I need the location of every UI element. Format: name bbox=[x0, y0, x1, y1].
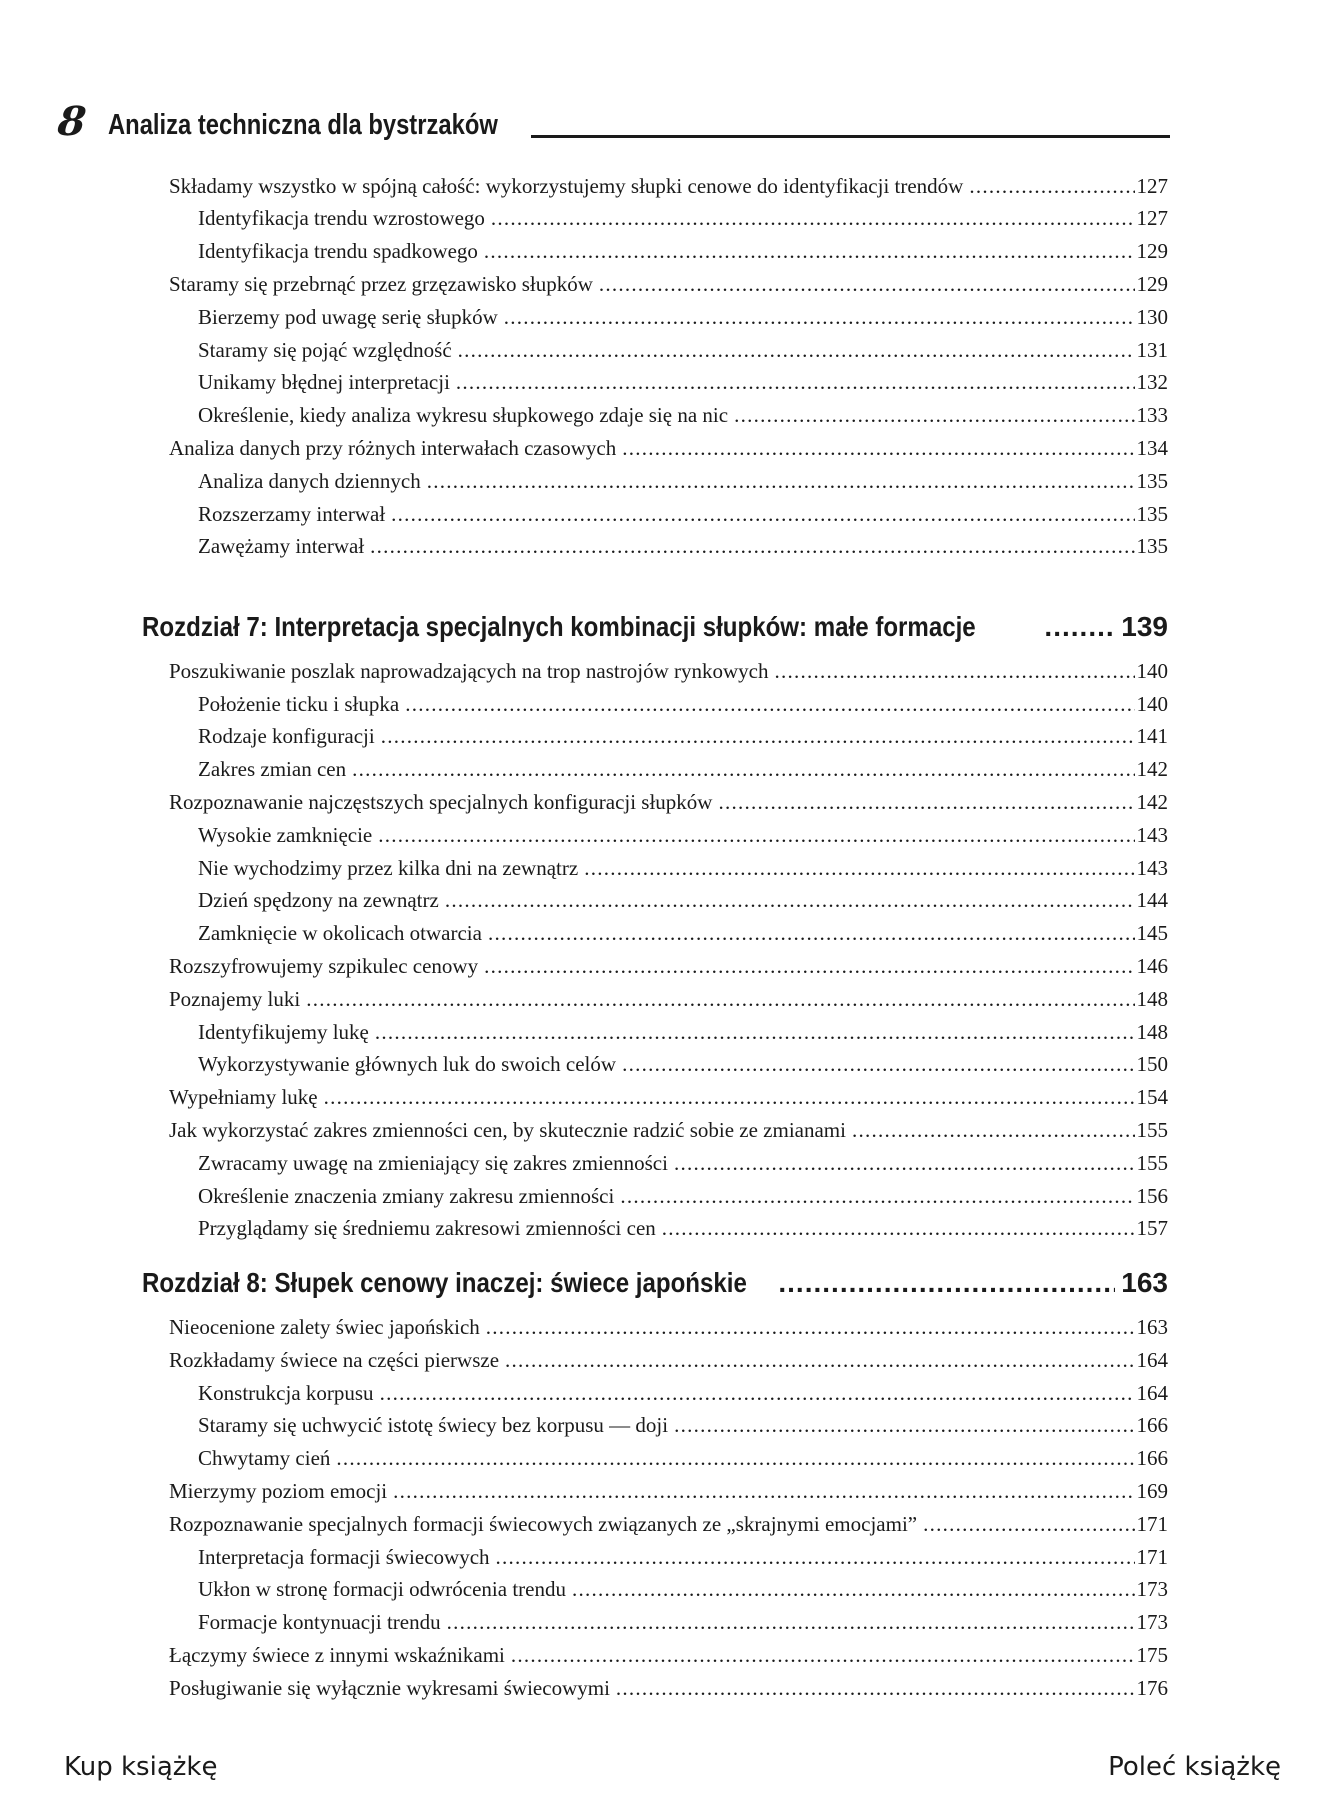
dot-leader bbox=[393, 1477, 1134, 1505]
toc-entry-title: Wysokie zamknięcie bbox=[198, 823, 373, 847]
dot-leader bbox=[584, 854, 1134, 882]
toc-entry-title: Jak wykorzystać zakres zmienności cen, by skutecznie radzić sobie ze zmianami bbox=[169, 1118, 846, 1142]
dot-leader bbox=[511, 1641, 1135, 1669]
toc-entry-page: 142 bbox=[1136, 790, 1168, 814]
toc-entry-page: 140 bbox=[1136, 692, 1168, 716]
dot-leader bbox=[774, 657, 1134, 685]
toc-entry bbox=[169, 788, 1168, 816]
toc-entry-title: Łączymy świece z innymi wskaźnikami bbox=[169, 1643, 505, 1667]
dot-leader bbox=[427, 467, 1135, 495]
toc-entry-page: 163 bbox=[1136, 1315, 1168, 1339]
toc-entry-page: 127 bbox=[1136, 174, 1168, 198]
dot-leader bbox=[381, 722, 1135, 750]
chapter-page: 139 bbox=[1121, 611, 1168, 642]
dot-leader bbox=[458, 336, 1135, 364]
toc-entry-page: 156 bbox=[1136, 1184, 1168, 1208]
dot-leader bbox=[306, 985, 1134, 1013]
toc-entry-title: Rozszyfrowujemy szpikulec cenowy bbox=[169, 954, 479, 978]
toc-entry-title: Identyfikacja trendu wzrostowego bbox=[198, 206, 485, 230]
toc-entry-title: Identyfikacja trendu spadkowego bbox=[198, 239, 478, 263]
toc-entry bbox=[169, 1674, 1168, 1702]
dot-leader bbox=[778, 1266, 1115, 1300]
toc-entry bbox=[198, 336, 1168, 364]
toc-entry-page: 171 bbox=[1136, 1512, 1168, 1536]
toc-entry-page: 166 bbox=[1136, 1446, 1168, 1470]
toc-entry-title: Analiza danych dziennych bbox=[198, 469, 421, 493]
dot-leader bbox=[352, 755, 1134, 783]
toc-entry-page: 143 bbox=[1136, 823, 1168, 847]
toc-entry-page: 135 bbox=[1136, 534, 1168, 558]
toc-entry-title: Określenie, kiedy analiza wykresu słupkowego zdaje się na nic bbox=[198, 403, 729, 427]
toc-entry-title: Mierzymy poziom emocji bbox=[169, 1479, 388, 1503]
dot-leader bbox=[447, 1608, 1135, 1636]
dot-leader bbox=[491, 204, 1135, 232]
toc-entry-title: Rozpoznawanie najczęstszych specjalnych konfiguracji słupków bbox=[169, 790, 713, 814]
dot-leader bbox=[504, 303, 1135, 331]
running-header bbox=[55, 98, 1170, 145]
dot-leader bbox=[380, 1379, 1135, 1407]
toc-entry bbox=[169, 1477, 1168, 1505]
toc-entry bbox=[169, 1346, 1168, 1374]
chapter-title: Rozdział 7: Interpretacja specjalnych kombinacji słupków: małe formacje bbox=[142, 611, 976, 642]
toc-entry-page: 135 bbox=[1136, 502, 1168, 526]
dot-leader bbox=[484, 237, 1135, 265]
toc-chapter-heading bbox=[142, 1266, 1168, 1300]
toc-entry bbox=[198, 401, 1168, 429]
toc-entry-page: 131 bbox=[1136, 338, 1168, 362]
toc-entry-title: Chwytamy cień bbox=[198, 1446, 331, 1470]
toc-entry-page: 143 bbox=[1136, 856, 1168, 880]
toc-entry-title: Przyglądamy się średniemu zakresowi zmienności cen bbox=[198, 1216, 656, 1240]
buy-book-link[interactable]: Kup książkę bbox=[64, 1752, 218, 1782]
toc-entry-title: Rozpoznawanie specjalnych formacji świecowych związanych ze „skrajnymi emocjami” bbox=[169, 1512, 918, 1536]
toc-entry-title: Nieocenione zalety świec japońskich bbox=[169, 1315, 480, 1339]
toc-entry-page: 132 bbox=[1136, 370, 1168, 394]
toc-entry-page: 145 bbox=[1136, 921, 1168, 945]
toc-entry bbox=[169, 172, 1168, 200]
dot-leader bbox=[620, 1182, 1134, 1210]
toc-entry bbox=[198, 368, 1168, 396]
toc-entry bbox=[198, 755, 1168, 783]
dot-leader bbox=[662, 1214, 1135, 1242]
toc-entry-page: 150 bbox=[1136, 1052, 1168, 1076]
toc-entry-page: 133 bbox=[1136, 403, 1168, 427]
toc-entry bbox=[198, 821, 1168, 849]
toc-entry bbox=[169, 1116, 1168, 1144]
toc-entry-title: Dzień spędzony na zewnątrz bbox=[198, 888, 439, 912]
toc-entry-title: Wypełniamy lukę bbox=[169, 1085, 318, 1109]
dot-leader bbox=[488, 919, 1135, 947]
toc-entry-page: 155 bbox=[1136, 1151, 1168, 1175]
toc-entry bbox=[198, 1575, 1168, 1603]
toc-entry-title: Określenie znaczenia zmiany zakresu zmienności bbox=[198, 1184, 615, 1208]
dot-leader bbox=[1044, 610, 1115, 644]
toc-entry-title: Zakres zmian cen bbox=[198, 757, 347, 781]
toc-entry bbox=[198, 1018, 1168, 1046]
dot-leader bbox=[674, 1149, 1135, 1177]
toc-entry-title: Unikamy błędnej interpretacji bbox=[198, 370, 450, 394]
dot-leader bbox=[456, 368, 1135, 396]
toc-entry bbox=[169, 657, 1168, 685]
toc-entry bbox=[198, 467, 1168, 495]
toc-entry-page: 176 bbox=[1136, 1676, 1168, 1700]
toc-entry-title: Staramy się uchwycić istotę świecy bez korpusu — doji bbox=[198, 1413, 669, 1437]
toc-entry-page: 142 bbox=[1136, 757, 1168, 781]
chapter-page: 163 bbox=[1121, 1267, 1168, 1298]
toc-entry-title: Konstrukcja korpusu bbox=[198, 1381, 374, 1405]
toc-entry bbox=[198, 919, 1168, 947]
dot-leader bbox=[445, 886, 1135, 914]
dot-leader bbox=[391, 500, 1134, 528]
toc-entry-title: Posługiwanie się wyłącznie wykresami świecowymi bbox=[169, 1676, 610, 1700]
toc-entry-page: 135 bbox=[1136, 469, 1168, 493]
toc-entry bbox=[198, 1379, 1168, 1407]
dot-leader bbox=[324, 1083, 1135, 1111]
dot-leader bbox=[622, 434, 1134, 462]
toc-entry-page: 173 bbox=[1136, 1610, 1168, 1634]
toc-entry-page: 148 bbox=[1136, 987, 1168, 1011]
toc-entry bbox=[198, 1050, 1168, 1078]
toc-entry-title: Formacje kontynuacji trendu bbox=[198, 1610, 441, 1634]
toc-entry-title: Ukłon w stronę formacji odwrócenia trendu bbox=[198, 1577, 566, 1601]
toc-entry-title: Poszukiwanie poszlak naprowadzających na trop nastrojów rynkowych bbox=[169, 659, 769, 683]
toc-entry bbox=[198, 1608, 1168, 1636]
toc-entry bbox=[169, 985, 1168, 1013]
toc-entry-title: Wykorzystywanie głównych luk do swoich celów bbox=[198, 1052, 617, 1076]
toc-entry bbox=[198, 532, 1168, 560]
toc-entry-title: Rozkładamy świece na części pierwsze bbox=[169, 1348, 500, 1372]
toc-entry bbox=[198, 886, 1168, 914]
dot-leader bbox=[505, 1346, 1134, 1374]
recommend-book-link[interactable]: Poleć książkę bbox=[1108, 1752, 1281, 1782]
toc-entry-title: Identyfikujemy lukę bbox=[198, 1020, 369, 1044]
toc-entry-page: 144 bbox=[1136, 888, 1168, 912]
toc-entry-title: Nie wychodzimy przez kilka dni na zewnątrz bbox=[198, 856, 579, 880]
dot-leader bbox=[572, 1575, 1135, 1603]
toc-entry-page: 154 bbox=[1136, 1085, 1168, 1109]
toc-entry bbox=[198, 722, 1168, 750]
toc-entry-title: Zawężamy interwał bbox=[198, 534, 365, 558]
dot-leader bbox=[496, 1543, 1135, 1571]
toc-entry-title: Zamknięcie w okolicach otwarcia bbox=[198, 921, 482, 945]
toc-entry bbox=[169, 1510, 1168, 1538]
toc-entry-page: 130 bbox=[1136, 305, 1168, 329]
dot-leader bbox=[852, 1116, 1135, 1144]
toc-entry bbox=[198, 1411, 1168, 1439]
header-rule bbox=[531, 135, 1170, 138]
dot-leader bbox=[923, 1510, 1134, 1538]
toc-entry-page: 166 bbox=[1136, 1413, 1168, 1437]
toc-entry-page: 171 bbox=[1136, 1545, 1168, 1569]
book-title: Analiza techniczna dla bystrzaków bbox=[107, 109, 498, 141]
toc-entry-title: Bierzemy pod uwagę serię słupków bbox=[198, 305, 498, 329]
toc-entry bbox=[169, 1083, 1168, 1111]
toc-entry-title: Położenie ticku i słupka bbox=[198, 692, 400, 716]
dot-leader bbox=[370, 532, 1134, 560]
toc-entry-page: 146 bbox=[1136, 954, 1168, 978]
chapter-title: Rozdział 8: Słupek cenowy inaczej: świece japońskie bbox=[142, 1267, 747, 1298]
toc-entry-title: Interpretacja formacji świecowych bbox=[198, 1545, 490, 1569]
toc-entry-title: Rodzaje konfiguracji bbox=[198, 724, 375, 748]
toc-entry bbox=[198, 1182, 1168, 1210]
toc-entry bbox=[169, 270, 1168, 298]
toc-entry-title: Składamy wszystko w spójną całość: wykorzystujemy słupki cenowe do identyfikacji trendów bbox=[169, 174, 964, 198]
toc-entry bbox=[198, 204, 1168, 232]
toc-entry bbox=[198, 1444, 1168, 1472]
toc-entry-page: 164 bbox=[1136, 1348, 1168, 1372]
toc-entry-title: Analiza danych przy różnych interwałach czasowych bbox=[169, 436, 617, 460]
toc-entry-page: 141 bbox=[1136, 724, 1168, 748]
toc-entry-page: 155 bbox=[1136, 1118, 1168, 1142]
toc-entry-page: 175 bbox=[1136, 1643, 1168, 1667]
toc-entry bbox=[198, 690, 1168, 718]
dot-leader bbox=[674, 1411, 1134, 1439]
dot-leader bbox=[486, 1313, 1135, 1341]
toc-entry-page: 127 bbox=[1136, 206, 1168, 230]
toc-entry bbox=[169, 434, 1168, 462]
toc-entry bbox=[198, 854, 1168, 882]
dot-leader bbox=[616, 1674, 1135, 1702]
toc-entry bbox=[198, 1543, 1168, 1571]
toc-entry-title: Zwracamy uwagę na zmieniający się zakres zmienności bbox=[198, 1151, 668, 1175]
toc-entry bbox=[198, 237, 1168, 265]
toc-entry bbox=[198, 1214, 1168, 1242]
toc-entry-page: 140 bbox=[1136, 659, 1168, 683]
toc-entry-page: 164 bbox=[1136, 1381, 1168, 1405]
dot-leader bbox=[336, 1444, 1134, 1472]
dot-leader bbox=[599, 270, 1135, 298]
toc-entry-page: 129 bbox=[1136, 272, 1168, 296]
dot-leader bbox=[378, 821, 1134, 849]
toc-entry bbox=[198, 500, 1168, 528]
toc-entry-page: 134 bbox=[1136, 436, 1168, 460]
toc-entry bbox=[169, 1313, 1168, 1341]
dot-leader bbox=[718, 788, 1134, 816]
toc-chapter-heading bbox=[142, 610, 1168, 644]
dot-leader bbox=[969, 172, 1134, 200]
toc-entry-title: Staramy się pojąć względność bbox=[198, 338, 452, 362]
dot-leader bbox=[734, 401, 1134, 429]
toc-entry-page: 157 bbox=[1136, 1216, 1168, 1240]
toc-entry-title: Poznajemy luki bbox=[169, 987, 301, 1011]
toc-entry bbox=[198, 303, 1168, 331]
dot-leader bbox=[375, 1018, 1135, 1046]
dot-leader bbox=[405, 690, 1134, 718]
toc-entry-page: 169 bbox=[1136, 1479, 1168, 1503]
toc-entry-page: 148 bbox=[1136, 1020, 1168, 1044]
dot-leader bbox=[622, 1050, 1134, 1078]
toc-entry-page: 129 bbox=[1136, 239, 1168, 263]
toc-entry bbox=[169, 952, 1168, 980]
toc-entry-title: Rozszerzamy interwał bbox=[198, 502, 386, 526]
toc-entry bbox=[169, 1641, 1168, 1669]
toc-entry-title: Staramy się przebrnąć przez grzęzawisko słupków bbox=[169, 272, 593, 296]
page-number: 8 bbox=[55, 98, 89, 145]
toc-entry bbox=[198, 1149, 1168, 1177]
dot-leader bbox=[484, 952, 1134, 980]
toc-entry-page: 173 bbox=[1136, 1577, 1168, 1601]
